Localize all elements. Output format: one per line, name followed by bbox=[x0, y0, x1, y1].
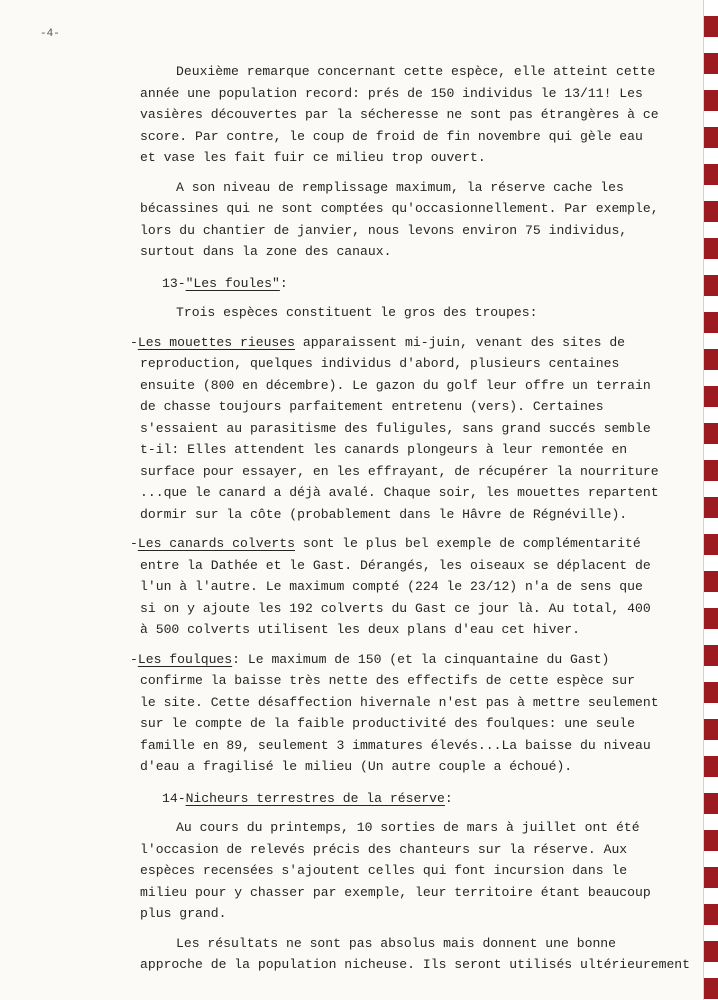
species-text: : Le maximum de 150 (et la cinquantaine du Gast) bbox=[232, 651, 610, 667]
paragraph-line: lors du chantier de janvier, nous levons environ 75 individus, bbox=[140, 222, 628, 238]
section-heading bbox=[140, 273, 690, 295]
paragraph-line: milieu pour y chasser par exemple, leur territoire étant beaucoup bbox=[140, 884, 651, 900]
document-text bbox=[130, 61, 691, 976]
paragraph-line: t-il: Elles attendent les canards plongeurs à leur remontée en bbox=[140, 442, 628, 457]
species-text: apparaissent mi-juin, venant des sites de bbox=[295, 334, 626, 350]
paragraph-line: de chasse toujours parfaitement entretenu (vers). Certaines bbox=[140, 399, 604, 414]
paragraph-line: ensuite (800 en décembre). Le gazon du golf leur offre un terrain bbox=[140, 377, 651, 393]
dash: - bbox=[130, 334, 138, 350]
section-colon: : bbox=[444, 790, 453, 806]
paragraph-line: Trois espèces constituent le gros des troupes: bbox=[176, 305, 538, 320]
section-heading bbox=[140, 788, 690, 810]
paragraph-line: Deuxième remarque concernant cette espèce, elle atteint cette bbox=[176, 64, 656, 79]
paragraph-line: ...que le canard a déjà avalé. Chaque soir, les mouettes repartent bbox=[140, 485, 659, 500]
paragraph-line: l'un à l'autre. Le maximum compté (224 le 23/12) n'a de sens que bbox=[140, 579, 643, 594]
paragraph-line: à 500 colverts utilisent les deux plans d'eau cet hiver. bbox=[140, 622, 581, 637]
paragraph-line: famille en 89, seulement 3 immatures élevés...La baisse du niveau bbox=[140, 737, 651, 753]
paragraph-line: et vase les fait fuir ce milieu trop ouvert. bbox=[140, 150, 486, 165]
paragraph-line: le site. Cette désaffection hivernale n'est pas à mettre seulement bbox=[140, 694, 659, 710]
paragraph-line: plus grand. bbox=[140, 906, 227, 921]
paragraph-line: Au cours du printemps, 10 sorties de mars à juillet ont été bbox=[176, 820, 640, 835]
paragraph-line: score. Par contre, le coup de froid de fin novembre qui gèle eau bbox=[140, 128, 643, 144]
paragraph-line: entre la Dathée et le Gast. Dérangés, les oiseaux se déplacent de bbox=[140, 557, 651, 573]
paragraph-line: d'eau a fragilisé le milieu (Un autre couple a échoué). bbox=[140, 759, 573, 774]
species-text: sont le plus bel exemple de complémentarité bbox=[295, 536, 641, 551]
section-number: 13- bbox=[162, 275, 186, 291]
paragraph-line: si on y ajoute les 192 colverts du Gast ce jour là. Au total, 400 bbox=[140, 600, 651, 616]
paragraph-line: surface pour essayer, en les effrayant, de récupérer la nourriture bbox=[140, 463, 659, 479]
species-paragraph-line bbox=[130, 649, 690, 671]
section-number: 14- bbox=[162, 790, 186, 806]
section-title: Nicheurs terrestres de la réserve bbox=[185, 790, 445, 806]
species-name: Les foulques bbox=[137, 651, 233, 667]
section-title: "Les foules" bbox=[185, 275, 280, 291]
paragraph-line: vasières découvertes par la sécheresse ne sont pas étrangères à ce bbox=[140, 107, 659, 122]
paragraph-line: sur le compte de la faible productivité des foulques: une seule bbox=[140, 716, 636, 731]
page-mark: -4- bbox=[40, 28, 60, 40]
paragraph-line: dormir sur la côte (probablement dans le Hâvre de Régnéville). bbox=[140, 506, 628, 522]
paragraph-line: espèces recensées s'ajoutent celles qui font incursion dans le bbox=[140, 863, 628, 878]
paragraph-line: bécassines qui ne sont comptées qu'occasionnellement. Par exemple, bbox=[140, 201, 659, 216]
paragraph-line: approche de la population nicheuse. Ils seront utilisés ultérieurement bbox=[140, 957, 691, 972]
paragraph-line: année une population record: prés de 150 individus le 13/11! Les bbox=[140, 85, 643, 101]
dash: - bbox=[130, 651, 138, 667]
paragraph-line: l'occasion de relevés précis des chanteurs sur la réserve. Aux bbox=[140, 841, 628, 857]
paragraph-line: reproduction, quelques individus d'abord, plusieurs centaines bbox=[140, 356, 620, 371]
species-paragraph-line bbox=[130, 533, 690, 555]
dash: - bbox=[130, 536, 138, 551]
species-name: Les mouettes rieuses bbox=[137, 334, 296, 350]
section-colon: : bbox=[279, 275, 288, 291]
binding-strip bbox=[703, 0, 718, 1000]
species-paragraph-line bbox=[130, 332, 690, 354]
paragraph-line: surtout dans la zone des canaux. bbox=[140, 244, 392, 259]
paragraph-line: A son niveau de remplissage maximum, la réserve cache les bbox=[176, 179, 624, 195]
paragraph-line: Les résultats ne sont pas absolus mais donnent une bonne bbox=[176, 935, 617, 951]
species-name: Les canards colverts bbox=[137, 536, 296, 551]
paragraph-line: s'essaient au parasitisme des fuligules, sans grand succés semble bbox=[140, 420, 651, 436]
paragraph-line: confirme la baisse très nette des effectifs de cette espèce sur bbox=[140, 673, 636, 688]
